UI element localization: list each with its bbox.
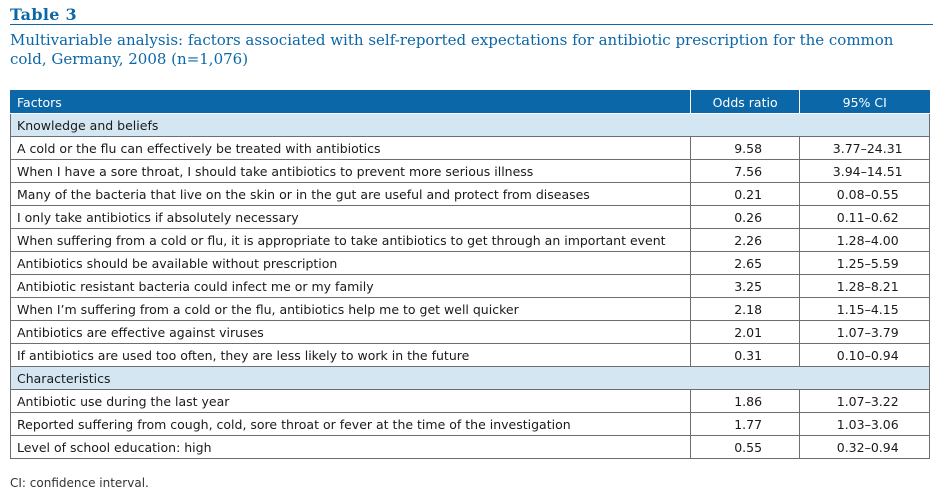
- ci-cell: 0.11–0.62: [800, 206, 930, 229]
- odds-ratio-cell: 2.01: [690, 321, 800, 344]
- ci-cell: 0.32–0.94: [800, 436, 930, 459]
- footnote: CI: confidence interval.: [10, 476, 149, 490]
- results-table: [10, 90, 930, 459]
- title-rule: [10, 24, 933, 25]
- factor-cell: I only take antibiotics if absolutely necessary: [11, 206, 691, 229]
- ci-cell: 1.15–4.15: [800, 298, 930, 321]
- section-title: Characteristics: [11, 367, 930, 390]
- factor-cell: When suffering from a cold or flu, it is appropriate to take antibiotics to get through an important event: [11, 229, 691, 252]
- table-row: [11, 413, 930, 436]
- table-row: [11, 183, 930, 206]
- ci-cell: 0.10–0.94: [800, 344, 930, 367]
- odds-ratio-cell: 2.18: [690, 298, 800, 321]
- table-row: [11, 137, 930, 160]
- ci-cell: 1.28–8.21: [800, 275, 930, 298]
- table-label: [10, 5, 77, 24]
- header-odds-ratio: Odds ratio: [690, 91, 800, 114]
- header-factors: Factors: [11, 91, 691, 114]
- table-row: [11, 160, 930, 183]
- table-row: [11, 275, 930, 298]
- ci-cell: 1.07–3.22: [800, 390, 930, 413]
- table-row: [11, 298, 930, 321]
- ci-cell: 1.28–4.00: [800, 229, 930, 252]
- odds-ratio-cell: 2.65: [690, 252, 800, 275]
- factor-cell: Antibiotics are effective against viruses: [11, 321, 691, 344]
- factor-cell: If antibiotics are used too often, they are less likely to work in the future: [11, 344, 691, 367]
- factor-cell: When I have a sore throat, I should take antibiotics to prevent more serious illness: [11, 160, 691, 183]
- odds-ratio-cell: 1.77: [690, 413, 800, 436]
- ci-cell: 1.25–5.59: [800, 252, 930, 275]
- section-row: [11, 367, 930, 390]
- section-title: Knowledge and beliefs: [11, 114, 930, 137]
- odds-ratio-cell: 1.86: [690, 390, 800, 413]
- table-body: [11, 114, 930, 459]
- table-row: [11, 229, 930, 252]
- odds-ratio-cell: 0.55: [690, 436, 800, 459]
- ci-cell: 3.77–24.31: [800, 137, 930, 160]
- table-label-text: Table 3: [10, 5, 77, 24]
- header-row: [11, 91, 930, 114]
- ci-cell: 0.08–0.55: [800, 183, 930, 206]
- ci-cell: 1.03–3.06: [800, 413, 930, 436]
- table-row: [11, 390, 930, 413]
- factor-cell: A cold or the flu can effectively be treated with antibiotics: [11, 137, 691, 160]
- odds-ratio-cell: 0.21: [690, 183, 800, 206]
- odds-ratio-cell: 9.58: [690, 137, 800, 160]
- factor-cell: When I’m suffering from a cold or the flu, antibiotics help me to get well quicker: [11, 298, 691, 321]
- factor-cell: Antibiotic use during the last year: [11, 390, 691, 413]
- odds-ratio-cell: 7.56: [690, 160, 800, 183]
- header-ci: 95% CI: [800, 91, 930, 114]
- table-row: [11, 436, 930, 459]
- table-row: [11, 206, 930, 229]
- factor-cell: Antibiotics should be available without prescription: [11, 252, 691, 275]
- odds-ratio-cell: 0.31: [690, 344, 800, 367]
- table-row: [11, 252, 930, 275]
- factor-cell: Level of school education: high: [11, 436, 691, 459]
- table-row: [11, 344, 930, 367]
- factor-cell: Antibiotic resistant bacteria could infect me or my family: [11, 275, 691, 298]
- odds-ratio-cell: 3.25: [690, 275, 800, 298]
- odds-ratio-cell: 2.26: [690, 229, 800, 252]
- ci-cell: 3.94–14.51: [800, 160, 930, 183]
- section-row: [11, 114, 930, 137]
- ci-cell: 1.07–3.79: [800, 321, 930, 344]
- table-row: [11, 321, 930, 344]
- factor-cell: Many of the bacteria that live on the skin or in the gut are useful and protect from diseases: [11, 183, 691, 206]
- factor-cell: Reported suffering from cough, cold, sore throat or fever at the time of the investigation: [11, 413, 691, 436]
- odds-ratio-cell: 0.26: [690, 206, 800, 229]
- table-caption: Multivariable analysis: factors associated with self-reported expectations for antibiotic prescription for the common cold, Germany, 2008 (n=1,076): [10, 31, 894, 68]
